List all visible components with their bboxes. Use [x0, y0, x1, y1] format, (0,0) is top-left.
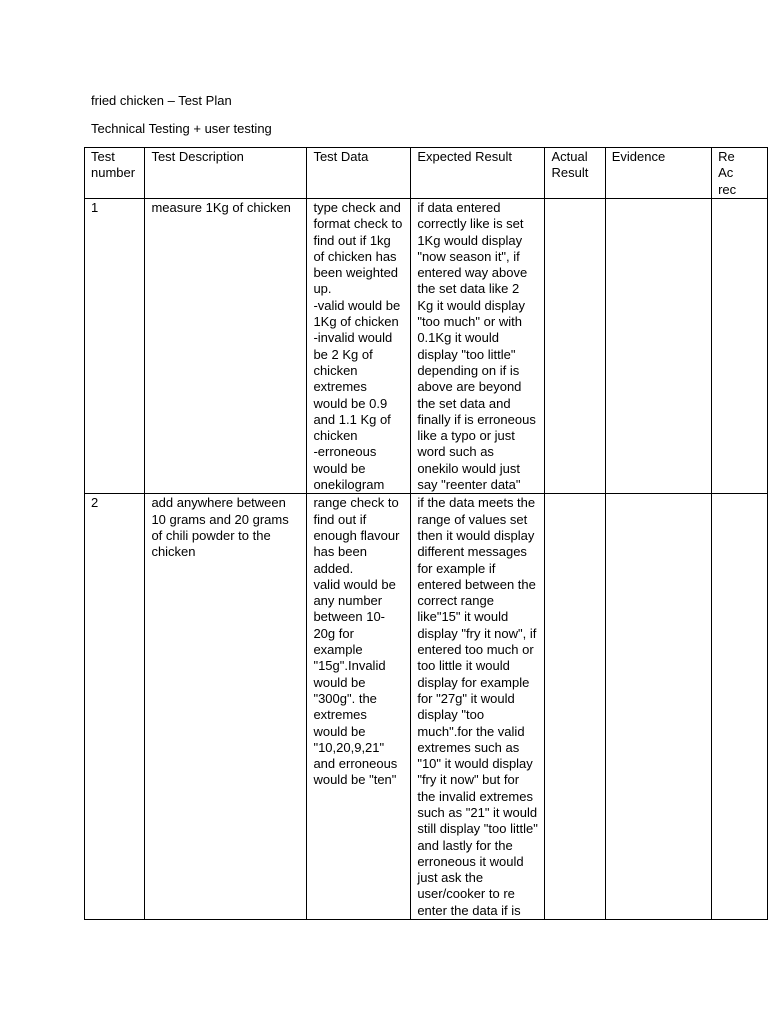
- cell-test-number: 2: [85, 494, 145, 920]
- header-expected-result: Expected Result: [411, 148, 545, 199]
- cell-expected-result: if the data meets the range of values set then it would display different messages for example if entered between the correct range like"15" it would display "fry it now", if entered too much or too little it would display for example for "27g" it would display "too much".for the valid extremes such as "10" it would display "fry it now" but for the invalid extremes such as "21" it would still display "too little" and lastly for the erroneous it would just ask the user/cooker to re enter the data if is: [411, 494, 545, 920]
- header-remedial-action: Re Ac rec: [712, 148, 768, 199]
- header-evidence: Evidence: [605, 148, 711, 199]
- header-test-description: Test Description: [145, 148, 307, 199]
- cell-test-data: type check and format check to find out if 1kg of chicken has been weighted up. -valid would be 1Kg of chicken -invalid would be 2 Kg of chicken extremes would be 0.9 and 1.1 Kg of chicken -erroneous would be onekilogram: [307, 199, 411, 494]
- header-actual-result: Actual Result: [545, 148, 605, 199]
- cell-remedial-action: [712, 494, 768, 920]
- cell-remedial-action: [712, 199, 768, 494]
- cell-actual-result: [545, 494, 605, 920]
- test-plan-table: [84, 147, 768, 920]
- document-title: fried chicken – Test Plan: [91, 93, 232, 108]
- document-subtitle: Technical Testing + user testing: [91, 121, 272, 136]
- table-row: [85, 494, 768, 920]
- header-test-data: Test Data: [307, 148, 411, 199]
- cell-test-description: add anywhere between 10 grams and 20 grams of chili powder to the chicken: [145, 494, 307, 920]
- cell-test-description: measure 1Kg of chicken: [145, 199, 307, 494]
- header-test-number: Test number: [85, 148, 145, 199]
- cell-test-data: range check to find out if enough flavour has been added. valid would be any number between 10-20g for example "15g".Invalid would be "300g". the extremes would be "10,20,9,21" and erroneous would be "ten": [307, 494, 411, 920]
- cell-evidence: [605, 494, 711, 920]
- table-header-row: [85, 148, 768, 199]
- cell-evidence: [605, 199, 711, 494]
- table-row: [85, 199, 768, 494]
- cell-actual-result: [545, 199, 605, 494]
- cell-expected-result: if data entered correctly like is set 1Kg would display "now season it", if entered way above the set data like 2 Kg it would display "too much" or with 0.1Kg it would display "too little" depending on if is above are beyond the set data and finally if is erroneous like a typo or just word such as onekilo would just say "reenter data": [411, 199, 545, 494]
- cell-test-number: 1: [85, 199, 145, 494]
